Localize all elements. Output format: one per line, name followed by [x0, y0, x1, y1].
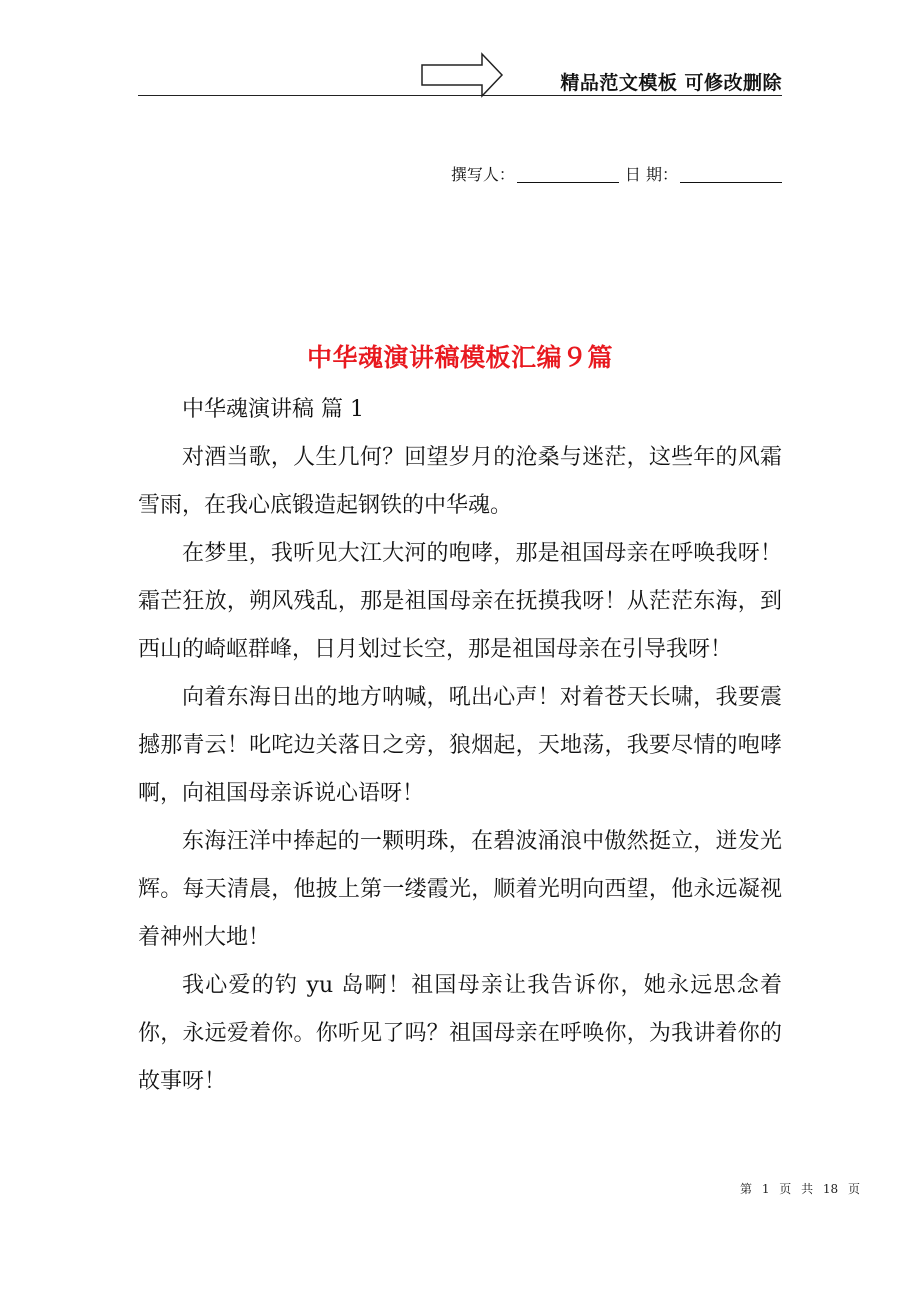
author-blank	[517, 166, 619, 183]
paragraph: 向着东海日出的地方呐喊，吼出心声！对着苍天长啸，我要震撼那青云！叱咤边关落日之旁，狼烟起，天地荡，我要尽情的咆哮啊，向祖国母亲诉说心语呀！	[138, 685, 782, 806]
author-date-line	[451, 162, 782, 185]
paragraph: 对酒当歌，人生几何？回望岁月的沧桑与迷茫，这些年的风霜雪雨，在我心底锻造起钢铁的中华魂。	[138, 445, 782, 518]
paragraph: 东海汪洋中捧起的一颗明珠，在碧波涌浪中傲然挺立，迸发光辉。每天清晨，他披上第一缕霞光，顺着光明向西望，他永远凝视着神州大地！	[138, 829, 782, 950]
document-body	[138, 386, 782, 1106]
section-heading: 中华魂演讲稿 篇 1	[182, 397, 364, 422]
arrow-right-icon	[420, 52, 506, 98]
date-label: 日 期：	[624, 165, 678, 184]
date-blank	[680, 166, 782, 183]
template-tagline: 精品范文模板 可修改删除	[560, 72, 782, 94]
document-title: 中华魂演讲稿模板汇编９篇	[306, 343, 613, 372]
paragraph: 在梦里，我听见大江大河的咆哮，那是祖国母亲在呼唤我呀！霜芒狂放，朔风残乱，那是祖国母亲在抚摸我呀！从茫茫东海，到西山的崎岖群峰，日月划过长空，那是祖国母亲在引导我呀！	[138, 541, 782, 662]
page-number: 第 1 页 共 18 页	[740, 1182, 860, 1196]
author-label: 撰写人：	[450, 165, 515, 184]
paragraph: 我心爱的钓 yu 岛啊！祖国母亲让我告诉你，她永远思念着你，永远爱着你。你听见了吗？祖国母亲在呼唤你，为我讲着你的故事呀！	[138, 973, 782, 1094]
header-rule	[138, 95, 782, 96]
page-header	[138, 52, 782, 98]
